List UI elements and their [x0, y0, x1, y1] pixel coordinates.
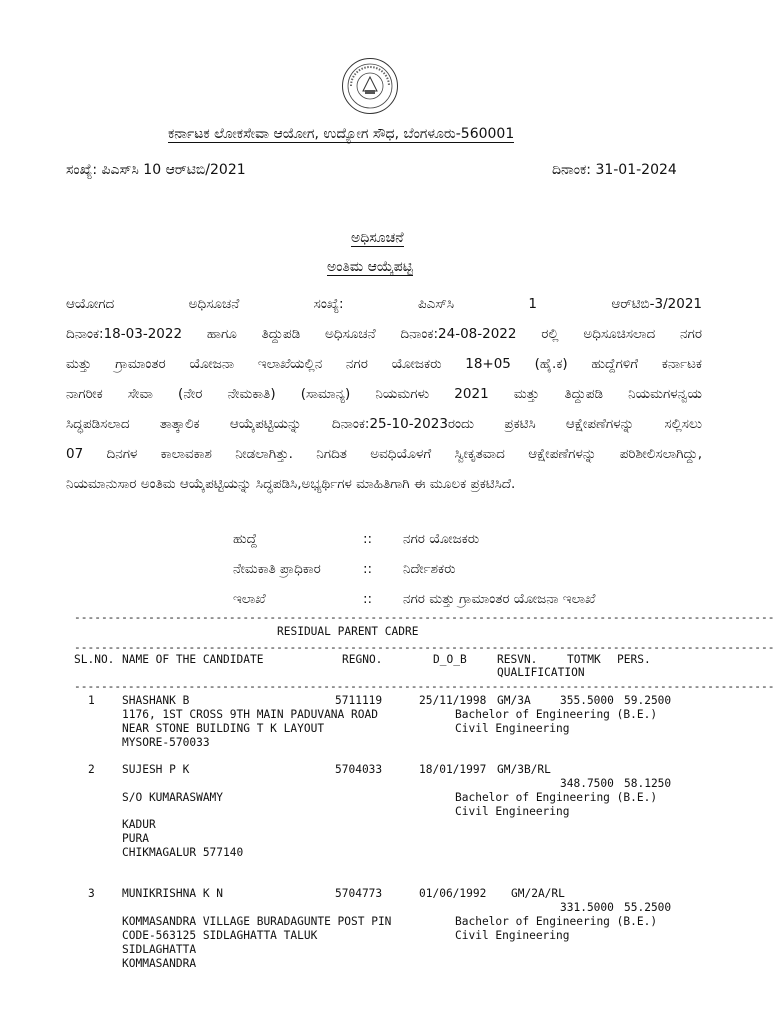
- row-pers: 59.2500: [624, 694, 672, 707]
- row-name: SUJESH P K: [122, 763, 190, 776]
- row-name: SHASHANK B: [122, 694, 190, 707]
- row-address-line: KOMMASANDRA VILLAGE BURADAGUNTE POST PIN: [122, 915, 392, 928]
- col-header-pers: PERS.: [617, 653, 651, 666]
- row-address-line: CHIKMAGALUR 577140: [122, 846, 244, 859]
- notification-paragraph: [66, 289, 702, 499]
- row-slno: 3: [88, 887, 95, 900]
- row-qualification: Civil Engineering: [455, 805, 570, 818]
- office-address-text: ಕರ್ನಾಟಕ ಲೋಕಸೇವಾ ಆಯೋಗ, ಉದ್ಯೋಗ ಸೌಧ, ಬೆಂಗಳೂರು-560001: [168, 126, 515, 142]
- issue-date: ದಿನಾಂಕ: 31-01-2024: [552, 162, 677, 178]
- detail-separator: ::: [363, 561, 373, 577]
- col-header-resvn: RESVN.: [497, 653, 538, 666]
- paragraph-line: ಆಯೋಗದ ಅಧಿಸೂಚನೆ ಸಂಖ್ಯೆ: ಪಿಎಸ್‌ಸಿ 1 ಆರ್‌ಟಿಬಿ-3/2021: [66, 296, 702, 312]
- row-address-line: S/O KUMARASWAMY: [122, 791, 224, 804]
- row-dob: 01/06/1992: [419, 887, 487, 900]
- row-regno: 5711119: [335, 694, 383, 707]
- final-list-title: ಅಂತಿಮ ಆಯ್ಕೆಪಟ್ಟಿ: [327, 259, 413, 275]
- paragraph-line: ದಿನಾಂಕ:18-03-2022 ಹಾಗೂ ತಿದ್ದುಪಡಿ ಅಧಿಸೂಚನೆ ದಿನಾಂಕ:24-08-2022 ರಲ್ಲಿ ಅಧಿಸೂಚಿಸಲಾದ ನಗರ: [66, 326, 702, 342]
- row-slno: 2: [88, 763, 95, 776]
- row-name: MUNIKRISHNA K N: [122, 887, 224, 900]
- row-pers: 58.1250: [624, 777, 672, 790]
- col-header-dob: D_O_B: [433, 653, 467, 666]
- row-address-line: 1176, 1ST CROSS 9TH MAIN PADUVANA ROAD: [122, 708, 378, 721]
- row-totmk: 348.7500: [560, 777, 614, 790]
- row-address-line: KADUR: [122, 818, 156, 831]
- row-qualification: Bachelor of Engineering (B.E.): [455, 708, 658, 721]
- section-title: RESIDUAL PARENT CADRE: [277, 625, 419, 638]
- row-address-line: MYSORE-570033: [122, 736, 210, 749]
- paragraph-line: ನಿಯಮಾನುಸಾರ ಅಂತಿಮ ಆಯ್ಕೆಪಟ್ಟಿಯನ್ನು ಸಿದ್ಧಪಡಿಸಿ,ಅಭ್ಯರ್ಥಿಗಳ ಮಾಹಿತಿಗಾಗಿ ಈ ಮೂಲಕ ಪ್ರಕಟಿಸಿದೆ.: [66, 476, 516, 492]
- col-header-slno: SL.NO.: [74, 653, 115, 666]
- row-regno: 5704773: [335, 887, 383, 900]
- row-regno: 5704033: [335, 763, 383, 776]
- row-address-line: SIDLAGHATTA: [122, 943, 197, 956]
- paragraph-line: ಮತ್ತು ಗ್ರಾಮಾಂತರ ಯೋಜನಾ ಇಲಾಖೆಯಲ್ಲಿನ ನಗರ ಯೋಜಕರು 18+05 (ಹೈ.ಕ) ಹುದ್ದೆಗಳಿಗೆ ಕರ್ನಾಟಕ: [66, 356, 702, 372]
- row-address-line: PURA: [122, 832, 149, 845]
- row-dob: 18/01/1997: [419, 763, 487, 776]
- row-qualification: Civil Engineering: [455, 929, 570, 942]
- detail-key: ನೇಮಕಾತಿ ಪ್ರಾಧಿಕಾರ: [233, 561, 321, 577]
- row-address-line: CODE-563125 SIDLAGHATTA TALUK: [122, 929, 318, 942]
- row-qualification: Bachelor of Engineering (B.E.): [455, 915, 658, 928]
- col-header-name: NAME OF THE CANDIDATE: [122, 653, 264, 666]
- kpsc-emblem-logo: [342, 58, 398, 114]
- divider: --------------------------------------------------------------------------------------------------------: [74, 611, 775, 624]
- paragraph-line: ನಾಗರೀಕ ಸೇವಾ (ನೇರ ನೇಮಕಾತಿ) (ಸಾಮಾನ್ಯ) ನಿಯಮಗಳು 2021 ಮತ್ತು ತಿದ್ದುಪಡಿ ನಿಯಮಗಳನ್ವಯ: [66, 386, 702, 402]
- row-resvn: GM/2A/RL: [511, 887, 565, 900]
- reference-number: ಸಂಖ್ಯೆ: ಪಿಎಸ್‌ಸಿ 10 ಆರ್‌ಟಿಬಿ/2021: [66, 162, 246, 178]
- divider: --------------------------------------------------------------------------------------------------------: [74, 641, 775, 654]
- row-qualification: Bachelor of Engineering (B.E.): [455, 791, 658, 804]
- detail-separator: ::: [363, 531, 373, 547]
- detail-key: ಹುದ್ದೆ: [233, 531, 258, 547]
- row-totmk: 331.5000: [560, 901, 614, 914]
- paragraph-line: ಸಿದ್ಧಪಡಿಸಲಾದ ತಾತ್ಕಾಲಿಕ ಆಯ್ಕೆಪಟ್ಟಿಯನ್ನು ದಿನಾಂಕ:25-10-2023ರಂದು ಪ್ರಕಟಿಸಿ ಆಕ್ಷೇಪಣೆಗಳನ್ನು ಸಲ್ಲಿಸಲು: [66, 416, 702, 432]
- divider: --------------------------------------------------------------------------------------------------------: [74, 680, 775, 693]
- detail-value: ನಗರ ಮತ್ತು ಗ್ರಾಮಾಂತರ ಯೋಜನಾ ಇಲಾಖೆ: [403, 591, 596, 607]
- col-header-regno: REGNO.: [342, 653, 383, 666]
- office-address-header: [168, 126, 514, 142]
- col-header-qualification: QUALIFICATION: [497, 666, 585, 679]
- row-address-line: NEAR STONE BUILDING T K LAYOUT: [122, 722, 325, 735]
- row-resvn: GM/3A: [497, 694, 531, 707]
- row-address-line: KOMMASANDRA: [122, 957, 197, 970]
- row-qualification: Civil Engineering: [455, 722, 570, 735]
- row-totmk: 355.5000: [560, 694, 614, 707]
- notification-title: ಅಧಿಸೂಚನೆ: [351, 230, 404, 246]
- detail-key: ಇಲಾಖೆ: [233, 591, 266, 607]
- row-resvn: GM/3B/RL: [497, 763, 551, 776]
- row-dob: 25/11/1998: [419, 694, 487, 707]
- row-pers: 55.2500: [624, 901, 672, 914]
- paragraph-line: 07 ದಿನಗಳ ಕಾಲಾವಕಾಶ ನೀಡಲಾಗಿತ್ತು. ನಿಗದಿತ ಅವಧಿಯೊಳಗೆ ಸ್ವೀಕೃತವಾದ ಆಕ್ಷೇಪಣೆಗಳನ್ನು ಪರಿಶೀಲಿಸಲಾಗಿದ್ದು,: [66, 446, 702, 462]
- detail-value: ನಿರ್ದೇಶಕರು: [403, 561, 456, 577]
- detail-separator: ::: [363, 591, 373, 607]
- col-header-totmk: TOTMK: [567, 653, 601, 666]
- emblem-icon: [343, 59, 397, 113]
- row-slno: 1: [88, 694, 95, 707]
- detail-value: ನಗರ ಯೋಜಕರು: [403, 531, 480, 547]
